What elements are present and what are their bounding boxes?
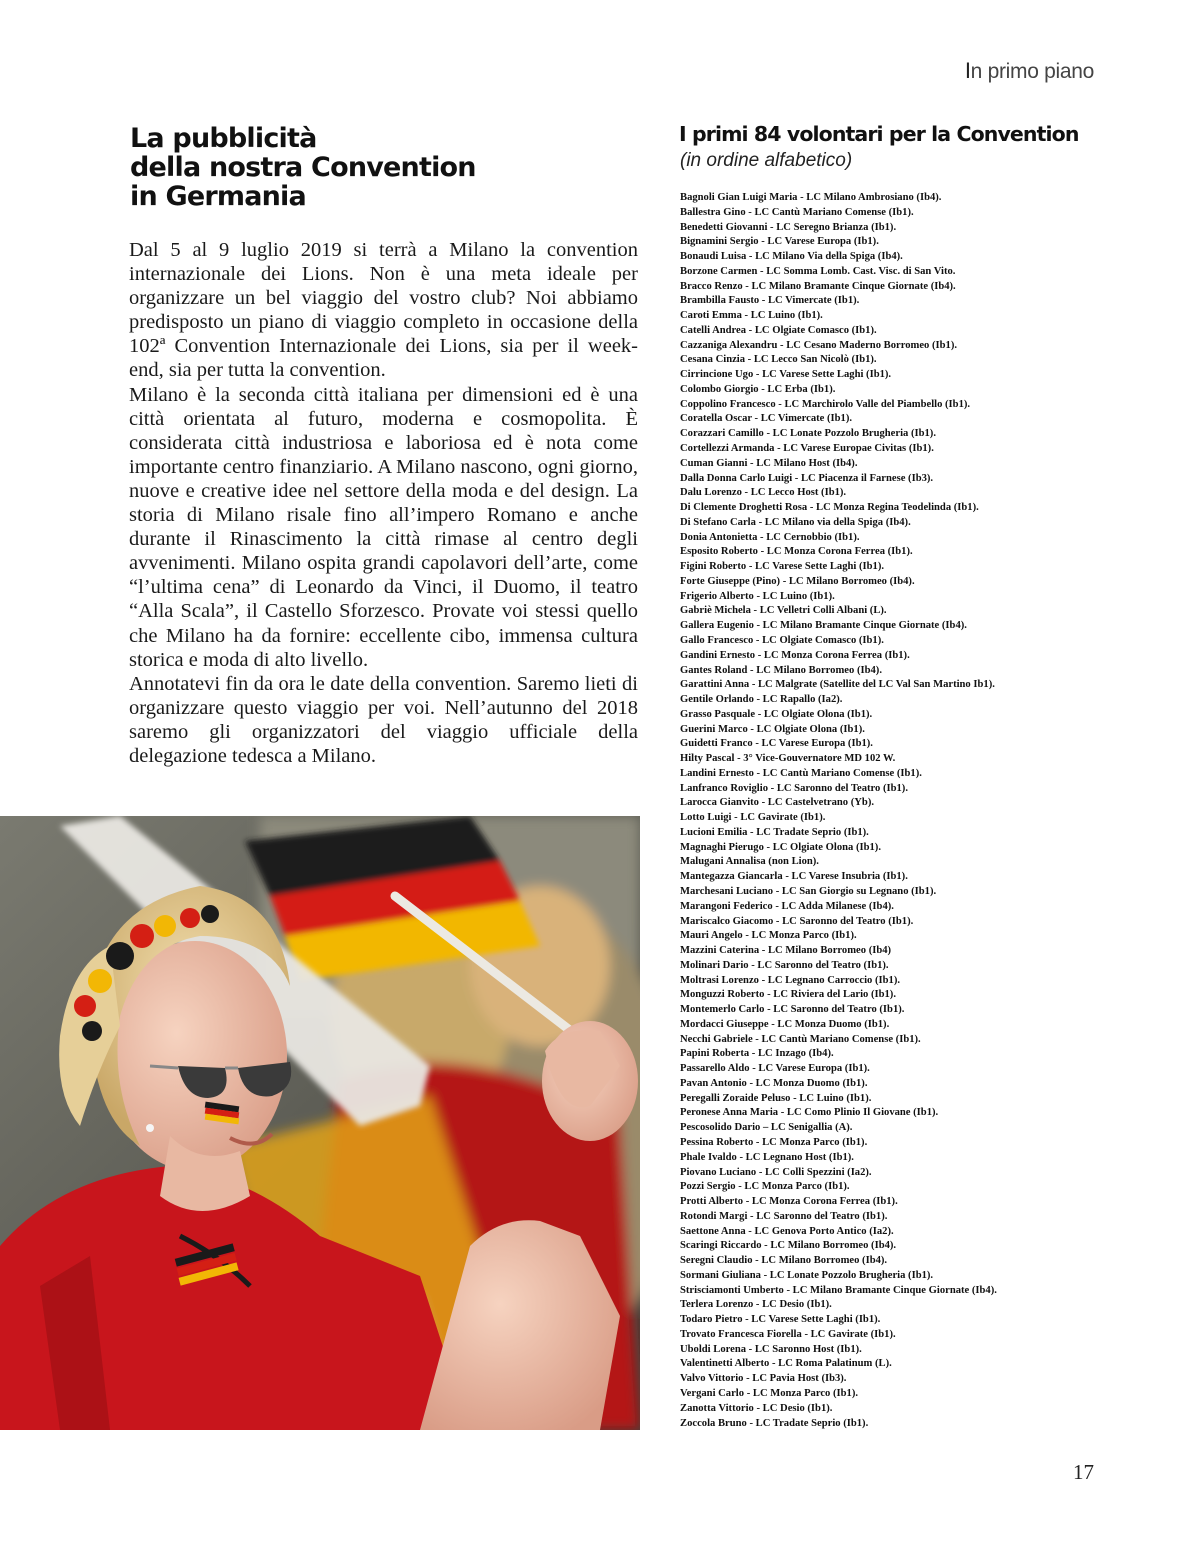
- article-paragraph: Annotatevi fin da ora le date della convention. Saremo lieti di organizzare questo viaggio per voi. Nell’autunno del 2018 saremo gli organizzatori del viaggio ufficiale della delegazione tedesca a Milano.: [129, 672, 638, 767]
- volunteer-list-item: Pessina Roberto - LC Monza Parco (Ib1).: [680, 1137, 868, 1148]
- volunteer-list-item: Papini Roberta - LC Inzago (Ib4).: [680, 1048, 834, 1060]
- volunteer-list-item: Caroti Emma - LC Luino (Ib1).: [680, 310, 823, 322]
- volunteer-list-item: Pozzi Sergio - LC Monza Parco (Ib1).: [680, 1181, 850, 1193]
- volunteer-list-item: Corazzari Camillo - LC Lonate Pozzolo Brugheria (Ib1).: [680, 428, 936, 440]
- volunteer-list-item: Necchi Gabriele - LC Cantù Mariano Comense (Ib1).: [680, 1033, 921, 1045]
- volunteer-list-item: Dalu Lorenzo - LC Lecco Host (Ib1).: [680, 487, 847, 499]
- volunteer-list-item: Bagnoli Gian Luigi Maria - LC Milano Ambrosiano (Ib4).: [680, 192, 942, 203]
- volunteer-list-item: Cortellezzi Armanda - LC Varese Europae Civitas (Ib1).: [680, 443, 934, 455]
- article-paragraph: Milano è la seconda città italiana per dimensioni ed è una città orientata al futuro, moderna e cosmopolita. È considerata città industriosa e laboriosa ed è nota come importante centro finanziario. A Milano nascono, ogni giorno, nuove e creative idee nel settore della moda e del design. La storia di Milano risale fino all’impero Romano e anche durante il Rinascimento la città rimase al centro degli avvenimenti. Milano ospita grandi capolavori dell’arte, come “l’ultima cena” di Leonardo da Vinci, il Duomo, il teatro “Alla Scala”, il Castello Sforzesco. Provate voi stessi quello che Milano ha da fornire: eccellente cibo, immensa cultura storica e moda di alto livello.: [129, 383, 638, 671]
- volunteer-list-item: Benedetti Giovanni - LC Seregno Brianza (Ib1).: [680, 221, 897, 233]
- volunteer-list-item: Colombo Giorgio - LC Erba (Ib1).: [680, 383, 836, 395]
- article-paragraph: Dal 5 al 9 luglio 2019 si terrà a Milano la convention internazionale dei Lions. Non è una meta ideale per organizzare un bel viaggio del vostro club? Noi abbiamo predisposto un piano di viaggio completo in occasione della 102ª Convention Internazionale dei Lions, sia per il week-end, sia per tutta la convention.: [129, 239, 638, 382]
- volunteer-list-item: Mantegazza Giancarla - LC Varese Insubria (Ib1).: [680, 871, 908, 883]
- volunteer-list-item: Guerini Marco - LC Olgiate Olona (Ib1).: [680, 723, 865, 735]
- volunteer-list-item: Grasso Pasquale - LC Olgiate Olona (Ib1).: [680, 708, 873, 720]
- volunteer-list-item: Bignamini Sergio - LC Varese Europa (Ib1).: [680, 236, 879, 248]
- volunteer-list-item: Borzone Carmen - LC Somma Lomb. Cast. Visc. di San Vito.: [680, 265, 956, 277]
- volunteer-list-item: Bracco Renzo - LC Milano Bramante Cinque Giornate (Ib4).: [680, 280, 956, 292]
- volunteer-list-item: Trovato Francesca Fiorella - LC Gavirate (Ib1).: [680, 1328, 896, 1340]
- volunteers-list: [680, 191, 997, 1431]
- page-number: 17: [1073, 1460, 1094, 1484]
- volunteer-list-item: Passarello Aldo - LC Varese Europa (Ib1).: [680, 1063, 870, 1075]
- volunteer-list-item: Gallera Eugenio - LC Milano Bramante Cinque Giornate (Ib4).: [680, 620, 967, 632]
- photo-illustration: [0, 816, 640, 1430]
- german-flag-supporters-photo: [0, 816, 640, 1430]
- volunteer-list-item: Seregni Claudio - LC Milano Borromeo (Ib4).: [680, 1255, 888, 1267]
- volunteer-list-item: Brambilla Fausto - LC Vimercate (Ib1).: [680, 295, 860, 307]
- article-title-line: in Germania: [130, 181, 306, 212]
- section-label-text: n primo piano: [970, 60, 1094, 83]
- volunteer-list-item: Esposito Roberto - LC Monza Corona Ferrea (Ib1).: [680, 546, 913, 558]
- article-body: [129, 238, 638, 768]
- volunteer-list-item: Molinari Dario - LC Saronno del Teatro (Ib1).: [680, 959, 889, 971]
- volunteer-list-item: Marangoni Federico - LC Adda Milanese (Ib4).: [680, 900, 894, 912]
- volunteer-list-item: Mazzini Caterina - LC Milano Borromeo (Ib4): [680, 945, 892, 957]
- volunteer-list-item: Coratella Oscar - LC Vimercate (Ib1).: [680, 413, 853, 425]
- volunteer-list-item: Marchesani Luciano - LC San Giorgio su Legnano (Ib1).: [680, 885, 937, 897]
- volunteer-list-item: Gantes Roland - LC Milano Borromeo (Ib4).: [680, 664, 882, 676]
- volunteer-list-item: Forte Giuseppe (Pino) - LC Milano Borromeo (Ib4).: [680, 575, 915, 587]
- volunteer-list-item: Lotto Luigi - LC Gavirate (Ib1).: [680, 812, 826, 824]
- volunteer-list-item: Di Clemente Droghetti Rosa - LC Monza Regina Teodelinda (Ib1).: [680, 502, 979, 514]
- volunteer-list-item: Vergani Carlo - LC Monza Parco (Ib1).: [680, 1388, 859, 1400]
- volunteer-list-item: Cirrincione Ugo - LC Varese Sette Laghi (Ib1).: [680, 369, 892, 381]
- volunteer-list-item: Cazzaniga Alexandru - LC Cesano Maderno Borromeo (Ib1).: [680, 339, 957, 351]
- volunteer-list-item: Valvo Vittorio - LC Pavia Host (Ib3).: [680, 1373, 847, 1385]
- volunteer-list-item: Saettone Anna - LC Genova Porto Antico (Ia2).: [680, 1225, 894, 1237]
- volunteer-list-item: Lanfranco Roviglio - LC Saronno del Teatro (Ib1).: [680, 782, 908, 794]
- volunteer-list-item: Coppolino Francesco - LC Marchirolo Valle del Piambello (Ib1).: [680, 398, 971, 410]
- volunteers-list-title: I primi 84 volontari per la Convention: [679, 122, 1079, 146]
- volunteer-list-item: Moltrasi Lorenzo - LC Legnano Carroccio (Ib1).: [680, 974, 900, 986]
- volunteer-list-item: Valentinetti Alberto - LC Roma Palatinum (L).: [680, 1358, 892, 1370]
- volunteer-list-item: Pavan Antonio - LC Monza Duomo (Ib1).: [680, 1077, 868, 1089]
- volunteer-list-item: Piovano Luciano - LC Colli Spezzini (Ia2).: [680, 1166, 872, 1178]
- article-title-line: La pubblicità: [130, 123, 317, 154]
- volunteer-list-item: Rotondi Margi - LC Saronno del Teatro (Ib1).: [680, 1210, 888, 1222]
- article-title-line: della nostra Convention: [130, 152, 476, 183]
- section-label: [965, 58, 1094, 84]
- volunteer-list-item: Cuman Gianni - LC Milano Host (Ib4).: [680, 457, 858, 469]
- volunteer-list-item: Protti Alberto - LC Monza Corona Ferrea (Ib1).: [680, 1196, 898, 1208]
- volunteer-list-item: Mariscalco Giacomo - LC Saronno del Teatro (Ib1).: [680, 915, 914, 927]
- volunteer-list-item: Todaro Pietro - LC Varese Sette Laghi (Ib1).: [680, 1314, 881, 1326]
- volunteer-list-item: Frigerio Alberto - LC Luino (Ib1).: [680, 590, 835, 602]
- volunteer-list-item: Montemerlo Carlo - LC Saronno del Teatro (Ib1).: [680, 1004, 905, 1016]
- volunteer-list-item: Zoccola Bruno - LC Tradate Seprio (Ib1).: [680, 1417, 869, 1429]
- volunteer-list-item: Donia Antonietta - LC Cernobbio (Ib1).: [680, 531, 860, 543]
- volunteer-list-item: Mauri Angelo - LC Monza Parco (Ib1).: [680, 930, 857, 942]
- volunteer-list-item: Garattini Anna - LC Malgrate (Satellite del LC Val San Martino Ib1).: [680, 679, 995, 691]
- volunteer-list-item: Ballestra Gino - LC Cantù Mariano Comense (Ib1).: [680, 206, 914, 218]
- volunteer-list-item: Hilty Pascal - 3° Vice-Gouvernatore MD 102 W.: [680, 753, 896, 765]
- volunteer-list-item: Gallo Francesco - LC Olgiate Comasco (Ib1).: [680, 634, 884, 646]
- volunteer-list-item: Gentile Orlando - LC Rapallo (Ia2).: [680, 694, 843, 706]
- volunteer-list-item: Guidetti Franco - LC Varese Europa (Ib1).: [680, 738, 873, 750]
- article-title: [130, 124, 570, 211]
- volunteer-list-item: Di Stefano Carla - LC Milano via della Spiga (Ib4).: [680, 516, 911, 528]
- volunteer-list-item: Uboldi Lorena - LC Saronno Host (Ib1).: [680, 1343, 862, 1355]
- volunteer-list-item: Magnaghi Pierugo - LC Olgiate Olona (Ib1).: [680, 841, 881, 853]
- volunteer-list-item: Mordacci Giuseppe - LC Monza Duomo (Ib1).: [680, 1018, 890, 1030]
- volunteer-list-item: Gabriè Michela - LC Velletri Colli Albani (L).: [680, 605, 887, 617]
- volunteer-list-item: Gandini Ernesto - LC Monza Corona Ferrea (Ib1).: [680, 649, 910, 661]
- volunteer-list-item: Dalla Donna Carlo Luigi - LC Piacenza il Farnese (Ib3).: [680, 472, 934, 484]
- volunteer-list-item: Malugani Annalisa (non Lion).: [680, 856, 819, 868]
- volunteer-list-item: Scaringi Riccardo - LC Milano Borromeo (Ib4).: [680, 1240, 897, 1252]
- volunteer-list-item: Landini Ernesto - LC Cantù Mariano Comense (Ib1).: [680, 767, 922, 779]
- volunteer-list-item: Larocca Gianvito - LC Castelvetrano (Yb).: [680, 797, 874, 809]
- volunteer-list-item: Pescosolido Dario – LC Senigallia (A).: [680, 1122, 853, 1134]
- volunteer-list-item: Sormani Giuliana - LC Lonate Pozzolo Brugheria (Ib1).: [680, 1269, 934, 1281]
- volunteer-list-item: Zanotta Vittorio - LC Desio (Ib1).: [680, 1402, 833, 1414]
- volunteer-list-item: Peregalli Zoraide Peluso - LC Luino (Ib1).: [680, 1092, 872, 1104]
- volunteer-list-item: Phale Ivaldo - LC Legnano Host (Ib1).: [680, 1151, 854, 1163]
- section-label-initial: I: [964, 58, 971, 83]
- volunteer-list-item: Lucioni Emilia - LC Tradate Seprio (Ib1).: [680, 826, 869, 838]
- volunteer-list-item: Bonaudi Luisa - LC Milano Via della Spiga (Ib4).: [680, 251, 903, 263]
- volunteer-list-item: Catelli Andrea - LC Olgiate Comasco (Ib1).: [680, 324, 877, 336]
- volunteer-list-item: Cesana Cinzia - LC Lecco San Nicolò (Ib1).: [680, 354, 877, 366]
- volunteers-list-subtitle: (in ordine alfabetico): [680, 150, 853, 171]
- volunteer-list-item: Monguzzi Roberto - LC Riviera del Lario (Ib1).: [680, 989, 896, 1001]
- volunteer-list-item: Figini Roberto - LC Varese Sette Laghi (Ib1).: [680, 561, 885, 573]
- volunteer-list-item: Peronese Anna Maria - LC Como Plinio Il Giovane (Ib1).: [680, 1107, 939, 1119]
- volunteer-list-item: Terlera Lorenzo - LC Desio (Ib1).: [680, 1299, 832, 1311]
- volunteer-list-item: Strisciamonti Umberto - LC Milano Bramante Cinque Giornate (Ib4).: [680, 1284, 997, 1296]
